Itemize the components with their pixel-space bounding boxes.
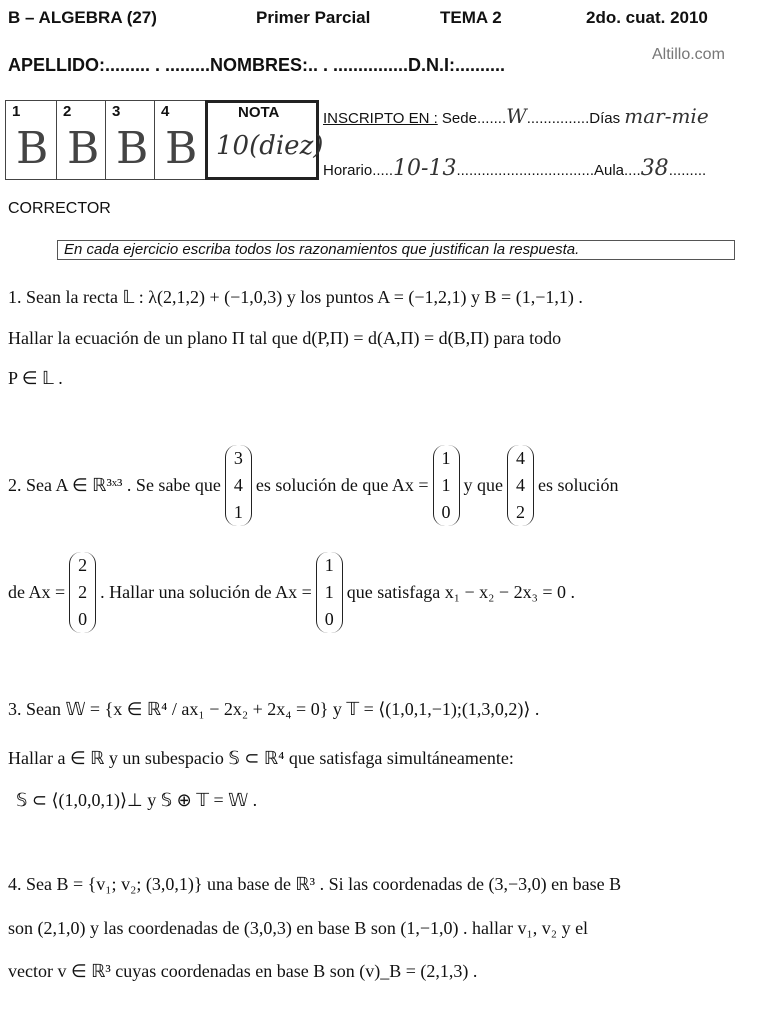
q1-line-3: P ∈ 𝕃 . xyxy=(8,368,63,388)
q2-line-2 xyxy=(8,547,575,637)
matrix-entry: 0 xyxy=(441,501,451,522)
matrix-entry: 1 xyxy=(233,501,243,522)
q2-text-f: . Hallar una solución de Ax = xyxy=(100,581,312,602)
matrix-entry: 0 xyxy=(324,608,334,629)
q1-line-1: 1. Sean la recta 𝕃 : λ(2,1,2) + (−1,0,3) y los puntos A = (−1,2,1) y B = (1,−1,1) . xyxy=(8,287,583,307)
cell-number: 3 xyxy=(112,103,121,120)
course-title: B – ALGEBRA (27) xyxy=(8,8,157,27)
matrix-entry: 2 xyxy=(516,501,526,522)
matrix-entry: 2 xyxy=(78,581,88,602)
matrix-entry: 1 xyxy=(441,474,451,495)
cell-grade: B xyxy=(67,123,100,174)
matrix-entry: 2 xyxy=(78,554,88,575)
vector-110-b xyxy=(316,552,343,633)
grade-cell-1 xyxy=(5,100,57,180)
q4-line-2: son (2,1,0) y las coordenadas de (3,0,3) en base B son (1,−1,0) . hallar v₁, v₂ y el xyxy=(8,918,589,938)
sede-label: Sede xyxy=(441,110,477,127)
dias-label: Días xyxy=(589,110,621,127)
q4-line-3: vector v ∈ ℝ³ cuyas coordenadas en base B son (v)_B = (2,1,3) . xyxy=(8,961,478,981)
q2-text-g: que satisfaga x₁ − x₂ − 2x₃ = 0 . xyxy=(346,581,576,602)
matrix-entry: 1 xyxy=(441,447,451,468)
tema: TEMA 2 xyxy=(440,8,502,27)
cell-number: 1 xyxy=(12,103,21,120)
grade-cell-4 xyxy=(154,100,206,180)
vector-220 xyxy=(69,552,96,633)
q2-text-a: 2. Sea A ∈ ℝ³ˣ³ . Se sabe que xyxy=(8,474,221,495)
matrix-entry: 1 xyxy=(324,554,334,575)
inscripto-line: INSCRIPTO EN : Sede.......W...............Días mar-mie xyxy=(323,104,709,128)
vector-442 xyxy=(507,445,534,526)
exam-name: Primer Parcial xyxy=(256,8,371,27)
horario-label: Horario xyxy=(323,162,373,179)
watermark: Altillo.com xyxy=(652,46,725,63)
q3-line-1: 3. Sean 𝕎 = {x ∈ ℝ⁴ / ax₁ − 2x₂ + 2x₄ = 0} y 𝕋 = ⟨(1,0,1,−1);(1,3,0,2)⟩ . xyxy=(8,699,540,719)
cell-grade: B xyxy=(16,123,49,174)
matrix-entry: 0 xyxy=(78,608,88,629)
grade-cell-2 xyxy=(56,100,106,180)
q2-text-d: es solución xyxy=(538,474,619,495)
q2-text-b: es solución de que Ax = xyxy=(255,474,429,495)
cell-number: 2 xyxy=(63,103,72,120)
cell-grade: B xyxy=(116,123,149,174)
vector-341 xyxy=(225,445,252,526)
aula-value: 38 xyxy=(640,156,669,181)
matrix-entry: 4 xyxy=(516,447,526,468)
horario-line: Horario.....10-13.................................Aula....38......... xyxy=(323,156,707,181)
q2-text-e: de Ax = xyxy=(8,581,66,602)
matrix-entry: 4 xyxy=(516,474,526,495)
matrix-entry: 3 xyxy=(233,447,243,468)
q3-line-2: Hallar a ∈ ℝ y un subespacio 𝕊 ⊂ ℝ⁴ que satisfaga simultáneamente: xyxy=(8,748,514,768)
vector-110 xyxy=(433,445,460,526)
student-fields: APELLIDO:......... . .........NOMBRES:.. . ...............D.N.I:.......... xyxy=(8,55,506,75)
nota-value: 10(diez) xyxy=(216,131,324,161)
notice-box: En cada ejercicio escriba todos los razonamientos que justifican la respuesta. xyxy=(57,240,735,260)
cell-grade: B xyxy=(165,123,198,174)
sede-value: W xyxy=(506,104,527,128)
q2-line-1 xyxy=(8,440,619,530)
term: 2do. cuat. 2010 xyxy=(586,8,708,27)
nota-box xyxy=(205,100,324,180)
aula-label: Aula xyxy=(593,162,625,179)
corrector-label: CORRECTOR xyxy=(8,200,111,217)
q4-line-1: 4. Sea B = {v₁; v₂; (3,0,1)} una base de ℝ³ . Si las coordenadas de (3,−3,0) en base B xyxy=(8,874,622,894)
matrix-entry: 4 xyxy=(233,474,243,495)
grade-cell-3 xyxy=(105,100,155,180)
horario-value: 10-13 xyxy=(393,156,457,181)
dias-value: mar-mie xyxy=(624,104,709,128)
inscripto-label: INSCRIPTO EN : xyxy=(323,110,438,127)
cell-number: 4 xyxy=(161,103,170,120)
matrix-entry: 1 xyxy=(324,581,334,602)
q3-line-3: 𝕊 ⊂ ⟨(1,0,0,1)⟩⊥ y 𝕊 ⊕ 𝕋 = 𝕎 . xyxy=(16,790,258,810)
nota-label: NOTA xyxy=(238,104,280,121)
q2-text-c: y que xyxy=(463,474,504,495)
q1-line-2: Hallar la ecuación de un plano Π tal que d(P,Π) = d(A,Π) = d(B,Π) para todo xyxy=(8,328,562,348)
